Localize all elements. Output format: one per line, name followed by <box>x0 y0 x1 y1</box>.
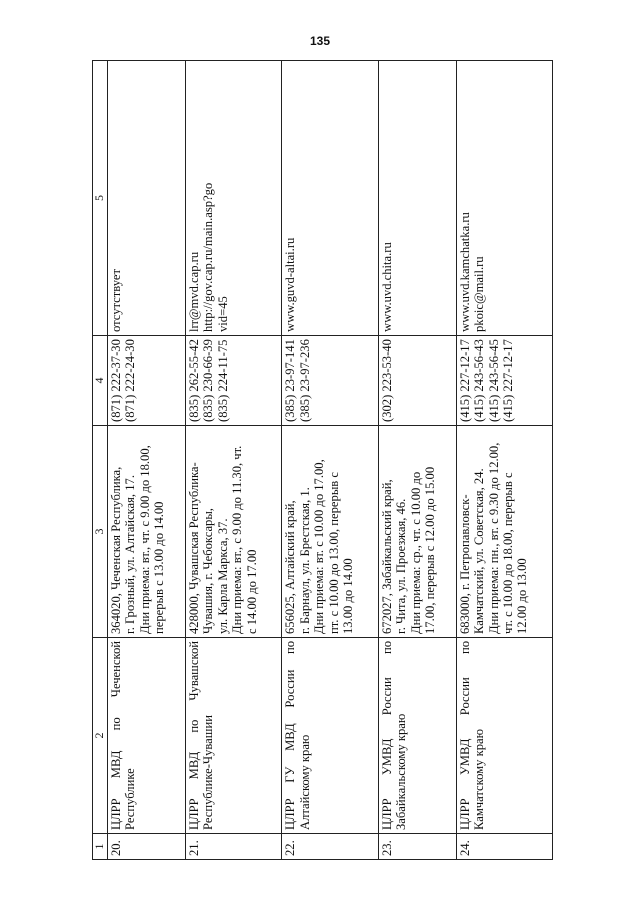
organization-name: ЦЛРР МВД по Чувашской Республике-Чувашии <box>185 638 281 834</box>
address-line: Дни приема: ср., чт. с 10.00 до <box>408 471 423 634</box>
phone-number: (835) 230-66-39 <box>201 339 216 422</box>
phone-number: (385) 23-97-141 <box>283 339 298 422</box>
phone-number: (415) 227-12-17 <box>457 339 472 422</box>
phone-number: (871) 222-37-30 <box>109 339 123 422</box>
phone-cell <box>108 336 186 426</box>
address-line: с 14.00 до 17.00 <box>244 549 259 634</box>
organization-name: ЦЛРР УМВД России по Забайкальскому краю <box>378 638 456 834</box>
address-line: Дни приема: пн., вт. с 9.30 до 12.00, <box>486 442 501 634</box>
web-link[interactable]: www.guvd-altai.ru <box>283 237 298 332</box>
organization-name: ЦЛРР МВД по Чеченской Республике <box>108 638 186 834</box>
web-link[interactable]: http://gov.cap.ru/main.asp?go <box>201 182 216 332</box>
table-row <box>378 61 456 860</box>
address-line: ул. Карла Маркса, 37. <box>215 518 230 634</box>
page-number: 135 <box>309 34 331 48</box>
address-line: Камчатский, ул. Советская, 24. <box>472 468 487 634</box>
email-link[interactable]: pkoic@mail.ru <box>472 256 487 332</box>
address-line: 672027, Забайкальский край, <box>379 479 394 634</box>
registry-table <box>92 60 553 860</box>
header-col-1: 1 <box>93 834 108 860</box>
phone-cell <box>378 336 456 426</box>
web-line: отсутствует <box>109 269 123 332</box>
address-line: перерыв с 13.00 до 14.00 <box>152 501 167 634</box>
web-link[interactable]: www.uvd.chita.ru <box>379 242 394 332</box>
header-col-4: 4 <box>93 336 108 426</box>
row-number: 24. <box>456 834 552 860</box>
phone-number: (835) 262-55-42 <box>186 339 201 422</box>
address-line: 364020, Чеченская Республика, <box>109 466 123 634</box>
address-line: 17.00, перерыв с 12.00 до 15.00 <box>423 466 438 634</box>
phone-number: (415) 243-56-43 <box>472 339 487 422</box>
web-cell <box>378 61 456 336</box>
web-cell <box>185 61 281 336</box>
web-link[interactable]: www.uvd.kamchatka.ru <box>457 212 472 332</box>
address-line: Дни приема: вт., чт. с 9.00 до 18.00, <box>137 445 152 634</box>
phone-number: (415) 227-12-17 <box>500 339 515 422</box>
address-cell <box>185 426 281 638</box>
address-line: 13.00 до 14.00 <box>341 558 356 634</box>
phone-number: (385) 23-97-236 <box>297 339 312 422</box>
address-line: пт. с 10.00 до 13.00, перерыв с <box>326 472 341 634</box>
address-line: 656025, Алтайский край, <box>283 500 298 634</box>
row-number: 20. <box>108 834 186 860</box>
address-cell <box>282 426 378 638</box>
phone-cell <box>282 336 378 426</box>
email-link[interactable]: lrr@mvd.cap.ru <box>186 251 201 332</box>
row-number: 21. <box>185 834 281 860</box>
row-number: 22. <box>282 834 378 860</box>
address-cell <box>108 426 186 638</box>
address-cell <box>378 426 456 638</box>
phone-number: (871) 222-24-30 <box>123 339 138 422</box>
address-line: чт. с 10.00 до 18.00, перерыв с <box>500 472 515 634</box>
address-line: г. Барнаул, ул. Брестская, 1. <box>297 487 312 634</box>
organization-name: ЦЛРР УМВД России по Камчатскому краю <box>456 638 552 834</box>
phone-number: (302) 223-53-40 <box>379 339 394 422</box>
web-cell <box>108 61 186 336</box>
header-col-2: 2 <box>93 638 108 834</box>
address-line: 428000, Чувашская Республика- <box>186 462 201 634</box>
web-cell <box>456 61 552 336</box>
table-row <box>108 61 186 860</box>
table-row <box>282 61 378 860</box>
address-line: 683000, г. Петропавловск- <box>457 494 472 634</box>
table-row <box>185 61 281 860</box>
address-cell <box>456 426 552 638</box>
phone-cell <box>456 336 552 426</box>
address-line: г. Чита, ул. Проезжая, 46. <box>394 498 409 634</box>
phone-number: (415) 243-56-45 <box>486 339 501 422</box>
address-line: г. Грозный, ул. Алтайская, 17. <box>123 475 138 634</box>
phone-cell <box>185 336 281 426</box>
header-col-3: 3 <box>93 426 108 638</box>
web-link-continued[interactable]: vid=45 <box>215 296 230 332</box>
header-row <box>93 61 108 860</box>
organization-name: ЦЛРР ГУ МВД России по Алтайскому краю <box>282 638 378 834</box>
address-line: 12.00 до 13.00 <box>515 558 530 634</box>
row-number: 23. <box>378 834 456 860</box>
web-cell <box>282 61 378 336</box>
address-line: Дни приема: вт., с 9.00 до 11.30, чт. <box>230 445 245 634</box>
rotated-table-wrapper <box>92 60 553 860</box>
phone-number: (835) 224-11-75 <box>215 339 230 422</box>
header-col-5: 5 <box>93 61 108 336</box>
address-line: Дни приема: вт. с 10.00 до 17.00, <box>312 459 327 634</box>
table-row <box>456 61 552 860</box>
address-line: Чувашия, г. Чебоксары, <box>201 508 216 634</box>
